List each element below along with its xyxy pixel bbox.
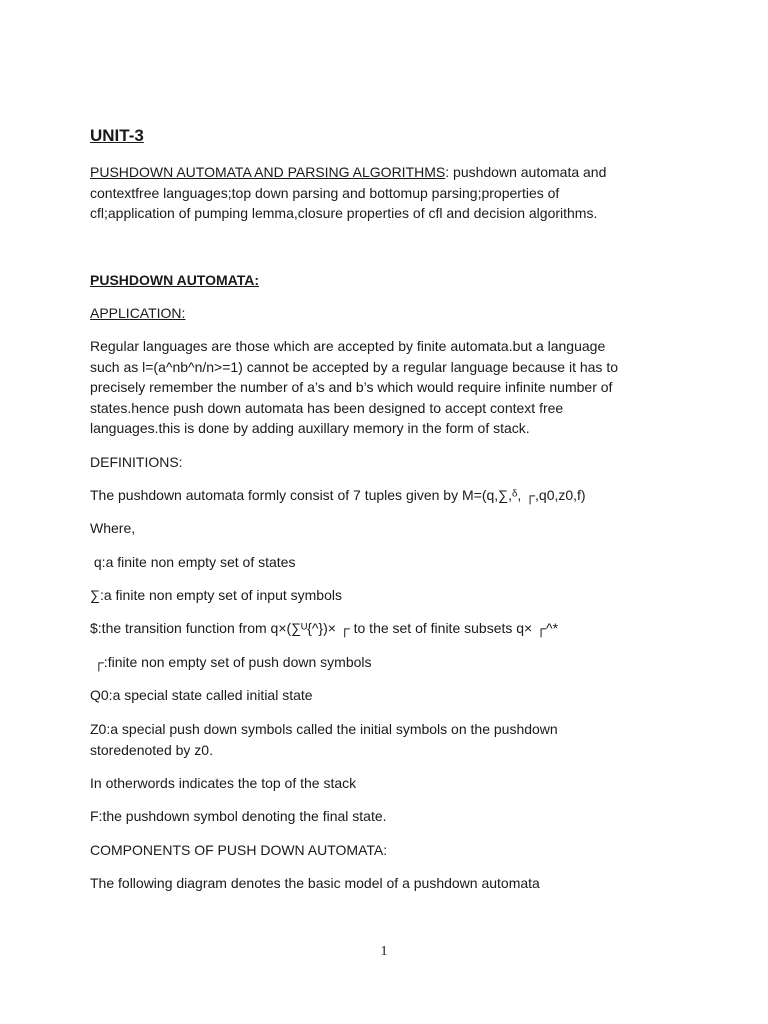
def-q0: Q0:a special state called initial state xyxy=(90,687,313,703)
syllabus-line1-rest: : pushdown automata and xyxy=(445,164,607,180)
syllabus-heading: PUSHDOWN AUTOMATA AND PARSING ALGORITHMS xyxy=(90,164,446,180)
def-z0-line: Z0:a special push down symbols called the initial symbols on the pushdown xyxy=(90,721,558,737)
application-line: states.hence push down automata has been designed to accept context free xyxy=(90,399,564,416)
def-q: q:a finite non empty set of states xyxy=(90,554,296,570)
syllabus-line-2: contextfree languages;top down parsing and bottomup parsing;properties of xyxy=(90,184,560,201)
application-line: such as l=(a^nb^n/n>=1) cannot be accepted by a regular language because it has to xyxy=(90,358,619,375)
syllabus-paragraph xyxy=(90,162,680,224)
def-gamma: ┌:finite non empty set of push down symbols xyxy=(90,654,372,670)
application-heading: APPLICATION: xyxy=(90,305,186,321)
otherwords-line: In otherwords indicates the top of the stack xyxy=(90,775,357,791)
def-z0 xyxy=(90,719,680,760)
syllabus-line-1 xyxy=(90,162,680,183)
tuple-line: The pushdown automata formly consist of 7 tuples given by M=(q,∑,ᵟ, ┌,q0,z0,f) xyxy=(90,487,586,503)
def-z0-line: storedenoted by z0. xyxy=(90,741,213,758)
section-heading: PUSHDOWN AUTOMATA: xyxy=(90,272,260,288)
unit-title: UNIT-3 xyxy=(90,126,144,145)
application-line: languages.this is done by adding auxillary memory in the form of stack. xyxy=(90,420,530,436)
components-heading: COMPONENTS OF PUSH DOWN AUTOMATA: xyxy=(90,842,388,858)
syllabus-line-3: cfl;application of pumping lemma,closure properties of cfl and decision algorithms. xyxy=(90,205,598,221)
definitions-heading: DEFINITIONS: xyxy=(90,454,183,470)
application-line: precisely remember the number of a’s and b’s which would require infinite number of xyxy=(90,379,613,395)
def-sigma: ∑:a finite non empty set of input symbols xyxy=(90,587,342,603)
def-f: F:the pushdown symbol denoting the final state. xyxy=(90,808,387,824)
def-delta: $:the transition function from q×(∑ᵁ{^})× ┌ to the set of finite subsets q× ┌^* xyxy=(90,620,559,636)
application-paragraph xyxy=(90,336,680,439)
where-label: Where, xyxy=(90,520,136,536)
application-line: Regular languages are those which are accepted by finite automata.but a language xyxy=(90,338,606,354)
page-number: 1 xyxy=(380,944,388,959)
diagram-intro: The following diagram denotes the basic model of a pushdown automata xyxy=(90,875,540,891)
